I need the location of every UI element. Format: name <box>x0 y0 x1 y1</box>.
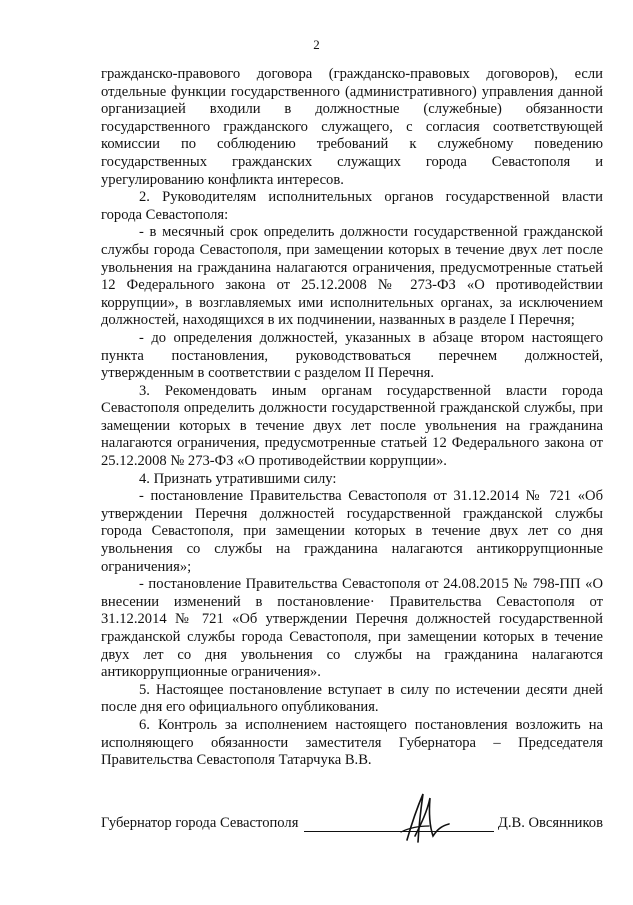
signatory-name: Д.В. Овсянников <box>497 815 603 831</box>
document-body <box>101 66 603 770</box>
paragraph-item-4: 4. Признать утратившими силу: <box>139 470 337 487</box>
handwritten-signature-icon <box>393 790 453 846</box>
page-number: 2 <box>313 37 320 52</box>
paragraph-item-2: 2. Руководителям исполнительных органов государственной власти города Севастополя: <box>101 189 603 223</box>
paragraph-item-4-sub-1: - постановление Правительства Севастополя от 31.12.2014 № 721 «Об утверждении Перечня должностей государственной гражданской службы города Севастополя, при замещении которых в течение двух лет со дня увольнения со службы на гражданина налагаются антикоррупционные ограничения»; <box>101 488 603 575</box>
signatory-title: Губернатор города Севастополя <box>101 815 299 831</box>
paragraph-item-2-sub-1: - в месячный срок определить должности государственной гражданской службы города Севастополя, при замещении которых в течение двух лет после увольнения на гражданина налагаются ограничения, предусмотренные статьей 12 Федерального закона от 25.12.2008 № 273-ФЗ «О противодействии коррупции», в возглавляемых ими исполнительных органах, за исключением должностей, находящихся в их подчинении, названных в разделе I Перечня; <box>101 224 603 329</box>
paragraph-item-4-sub-2: - постановление Правительства Севастополя от 24.08.2015 № 798-ПП «О внесении изменений в постановление· Правительства Севастополя от 31.12.2014 № 721 «Об утверждении Перечня должностей государственной гражданской службы города Севастополя, при замещении которых в течение двух лет со дня увольнения со службы на гражданина налагаются антикоррупционные ограничения». <box>101 576 603 681</box>
paragraph-item-6: 6. Контроль за исполнением настоящего постановления возложить на исполняющего обязанности заместителя Губернатора – Председателя Правительства Севастополя Татарчука В.В. <box>101 716 603 769</box>
paragraph-item-3: 3. Рекомендовать иным органам государственной власти города Севастополя определить должности государственной гражданской службы, при замещении которых в течение двух лет после увольнения на гражданина налагаются ограничения, предусмотренные статьей 12 Федерального закона от 25.12.2008 № 273-ФЗ «О противодействии коррупции». <box>101 382 603 470</box>
paragraph-item-2-sub-2: - до определения должностей, указанных в абзаце втором настоящего пункта постановления, руководствоваться перечнем должностей, утвержденным в соответствии с разделом II Перечня. <box>101 329 603 382</box>
paragraph-continuation: гражданско-правового договора (гражданско-правовых договоров), если отдельные функции государственного (административного) управления данной организацией входили в должностные (служебные) обязанности государственного гражданского служащего, с согласия соответствующей комиссии по соблюдению требований к служебному поведению государственных гражданских служащих города Севастополя и урегулированию конфликта интересов. <box>101 66 603 188</box>
signature-block <box>101 806 603 846</box>
paragraph-item-5: 5. Настоящее постановление вступает в силу по истечении десяти дней после дня его официального опубликования. <box>101 681 603 716</box>
